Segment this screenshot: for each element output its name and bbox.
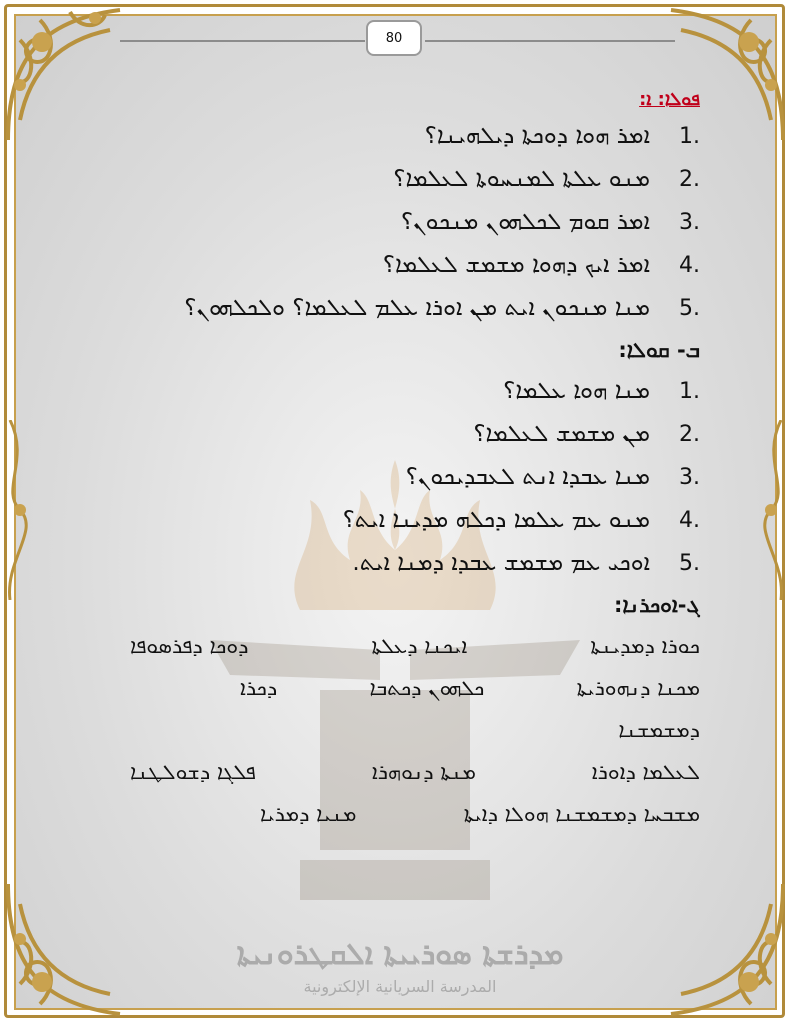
vocab-word: ܡܢܝܐ ܕܡܪܝܐ [260, 802, 357, 826]
section-b-questions [130, 370, 700, 585]
vocab-word: ܕܟܪܐ [240, 676, 278, 700]
side-ornament-icon [751, 420, 791, 600]
question-item [130, 244, 700, 287]
question-item [130, 456, 700, 499]
question-item [130, 115, 700, 158]
question-number: 4. [679, 508, 700, 533]
question-text: ܐܡܪ ܩܘܡ ܠܟܠܗܘܢ ܡܢܟܘܢ؟ [400, 209, 650, 235]
vocab-word: ܡܟܢܐ ܕܢܗܘܪܝܬܐ [576, 676, 700, 700]
question-text: ܐܡܪ ܗܘܐ ܕܘܟܬܐ ܕܝܠܗܝܢܐ؟ [424, 123, 650, 149]
question-item [130, 158, 700, 201]
question-text: ܡܢܘ ܥܡ ܥܠܡܐ ܕܟܠܗ ܡܕܝܢܐ ܐܝܬ؟ [342, 507, 650, 533]
question-item [130, 413, 700, 456]
question-item [130, 542, 700, 585]
vocabulary-grid [130, 625, 700, 835]
corner-ornament-icon [0, 0, 150, 150]
question-text: ܡܢܐ ܡܢܟܘܢ ܐܝܬ ܡܢ ܐܘܪܐ ܥܠܡ ܠܥܠܡܐ؟ ܘܠܟܠܗܘܢ؟ [184, 295, 650, 321]
page-number: 80 [366, 20, 422, 56]
vocab-row [130, 625, 700, 667]
section-a-questions [130, 115, 700, 330]
header-divider [425, 40, 675, 42]
question-item [130, 201, 700, 244]
watermark-arabic: المدرسة السريانية الإلكترونية [303, 977, 497, 996]
vocab-word: ܠܥܠܡܐ ܕܐܘܪܐ [591, 760, 700, 784]
vocab-word: ܕܡܫܡܫܢܐ [618, 718, 700, 742]
vocab-row [130, 793, 700, 835]
vocab-word: ܕܘܟܐ ܕܦܪܣܘܦܐ [130, 634, 249, 658]
question-number: 4. [679, 253, 700, 278]
question-number: 5. [679, 296, 700, 321]
question-item [130, 287, 700, 330]
section-b-title: ܒ- ܩܘܠܐ: [618, 338, 700, 362]
question-text: ܐܘܟܝ ܥܡ ܡܫܡܫ ܥܒܕܐ ܕܡܢܐ ܐܝܬ. [352, 550, 650, 576]
school-watermark [200, 935, 600, 999]
corner-ornament-icon [0, 874, 150, 1024]
vocab-word: ܟܘܪܐ ܕܡܕܝܢܬܐ [590, 634, 700, 658]
question-text: ܡܢܘ ܥܠܬܐ ܠܡܢܚܘܬܐ ܠܥܠܡܐ؟ [393, 166, 650, 192]
question-text: ܡܢܐ ܗܘܐ ܥܠܡܐ؟ [503, 378, 650, 404]
question-item [130, 370, 700, 413]
section-c-title: ܓ-ܐܘܟܪܢܐ: [613, 593, 700, 617]
vocab-row [130, 751, 700, 793]
corner-ornament-icon [641, 874, 791, 1024]
question-item [130, 499, 700, 542]
question-number: 3. [679, 465, 700, 490]
side-ornament-icon [0, 420, 40, 600]
vocab-word: ܡܢܬܐ ܕܢܘܗܪܐ [371, 760, 476, 784]
watermark-syriac: ܡܕܪܫܬܐ ܣܘܪܝܝܬܐ ܐܠܩܛܪܘܢܝܬܐ [236, 937, 564, 972]
header-divider [120, 40, 365, 42]
question-text: ܡܢܐ ܥܒܕܐ ܐܢܬ ܠܥܒܕܝܟܘܢ؟ [405, 464, 650, 490]
vocab-word: ܟܠܗܘܢ ܕܟܬܒܐ [369, 676, 485, 700]
question-number: 2. [679, 167, 700, 192]
vocab-word: ܡܫܒܚܐ ܕܡܫܡܫܢܐ ܗܘܠܐ ܕܐܝܬܐ [463, 802, 700, 826]
vocab-word: ܐܝܟܢܐ ܕܥܠܬܐ [371, 634, 468, 658]
question-text: ܐܡܪ ܐܝܟ ܕܗܘܐ ܡܫܡܫ ܠܥܠܡܐ؟ [382, 252, 650, 278]
question-number: 2. [679, 422, 700, 447]
question-number: 5. [679, 551, 700, 576]
section-a-title: ܦܘܠܐ: ܐ: [639, 89, 700, 110]
document-body [130, 85, 700, 835]
question-number: 1. [679, 124, 700, 149]
question-text: ܡܢ ܡܫܡܫ ܠܥܠܡܐ؟ [473, 421, 650, 447]
vocab-word: ܦܠܓܐ ܕܫܘܠܛܢܐ [130, 760, 256, 784]
vocab-row [130, 667, 700, 709]
question-number: 3. [679, 210, 700, 235]
vocab-row [130, 709, 700, 751]
question-number: 1. [679, 379, 700, 404]
